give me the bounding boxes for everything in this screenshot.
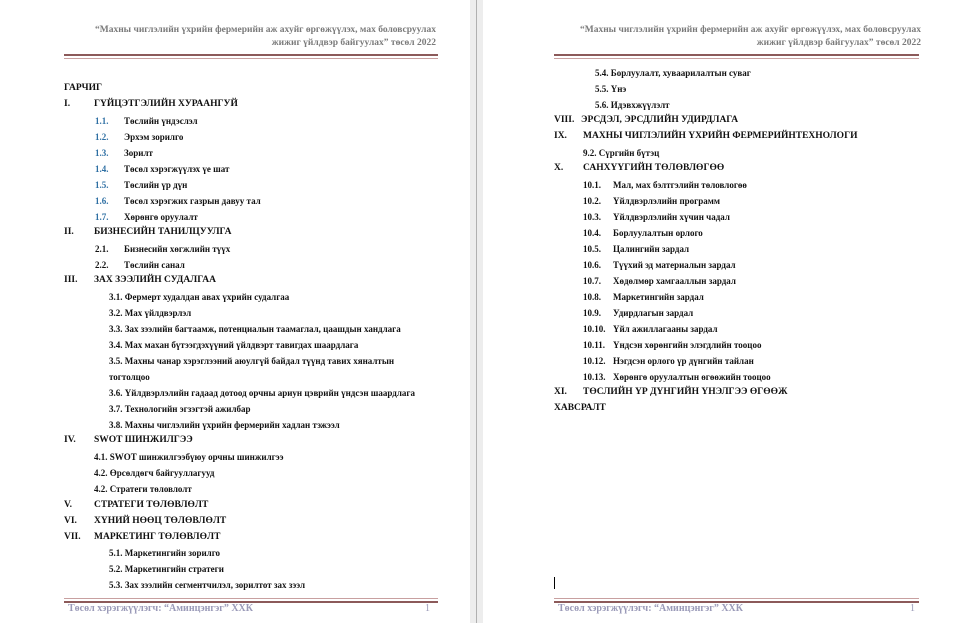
page-header bbox=[36, 24, 436, 50]
toc-item-5-5[interactable]: 5.5. Үнэ bbox=[595, 84, 627, 94]
item-number: 1.5. bbox=[95, 180, 109, 190]
toc-item-2-1[interactable] bbox=[95, 243, 230, 255]
toc-item-3-3[interactable]: 3.3. Зах зээлийн багтаамж, потенциалын таамаглал, цаашдын хандлага bbox=[109, 324, 401, 334]
section-number: V. bbox=[64, 500, 73, 510]
toc-section-3[interactable] bbox=[64, 274, 216, 286]
toc-item-5-6[interactable]: 5.6. Идэвхжүүлэлт bbox=[595, 100, 670, 110]
section-label: ТӨСЛИЙН ҮР ДҮНГИЙН ҮНЭЛГЭЭ ӨГӨӨЖ bbox=[583, 387, 788, 397]
item-label: Хөдөлмөр хамгааллын зардал bbox=[613, 276, 736, 286]
toc-item-10-13[interactable] bbox=[583, 371, 771, 383]
toc-item-5-3[interactable]: 5.3. Зах зээлийн сегментчилэл, зорилтот зах зээл bbox=[109, 580, 306, 590]
header-rule-thin bbox=[64, 58, 438, 59]
item-label: Төслийн үндэслэл bbox=[124, 116, 198, 126]
page-divider bbox=[476, 0, 477, 623]
toc-item-1-1[interactable] bbox=[95, 115, 198, 127]
toc-section-5[interactable] bbox=[64, 499, 208, 511]
header-line-2: жижиг үйлдвэр байгуулах” төсөл 2022 bbox=[271, 38, 436, 48]
section-label: МАРКЕТИНГ ТӨЛӨВЛӨЛТ bbox=[94, 532, 221, 542]
item-number: 10.3. bbox=[583, 212, 601, 222]
item-number: 10.12. bbox=[583, 356, 606, 366]
text-cursor bbox=[554, 577, 555, 589]
toc-item-3-8[interactable]: 3.8. Махны чиглэлийн үхрийн фермерийн хадлан тэжээл bbox=[109, 420, 340, 430]
document-page-left[interactable] bbox=[0, 0, 470, 623]
toc-section-11[interactable] bbox=[554, 386, 787, 398]
section-number: I. bbox=[64, 99, 71, 109]
toc-section-1[interactable] bbox=[64, 98, 238, 110]
section-number: IX. bbox=[554, 131, 567, 141]
header-rule-thin bbox=[554, 58, 919, 59]
toc-appendix[interactable]: ХАВСРАЛТ bbox=[554, 403, 606, 413]
header-rule bbox=[64, 54, 438, 56]
item-label: Хөрөнгө оруулалт bbox=[124, 212, 198, 222]
toc-item-1-6[interactable] bbox=[95, 195, 261, 207]
toc-item-3-7[interactable]: 3.7. Технологийн эгзэгтэй ажилбар bbox=[109, 404, 251, 414]
page-number: 1 bbox=[910, 603, 915, 614]
section-label: ЭРСДЭЛ, ЭРСДЛИЙН УДИРДЛАГА bbox=[581, 115, 739, 125]
section-number: VII. bbox=[64, 532, 81, 542]
item-number: 10.1. bbox=[583, 180, 601, 190]
section-label: БИЗНЕСИЙН ТАНИЛЦУУЛГА bbox=[94, 227, 232, 237]
toc-item-1-5[interactable] bbox=[95, 179, 187, 191]
section-number: VI. bbox=[64, 516, 77, 526]
toc-item-10-4[interactable] bbox=[583, 227, 703, 239]
item-number: 10.5. bbox=[583, 244, 601, 254]
section-number: VIII. bbox=[554, 115, 575, 125]
item-number: 10.7. bbox=[583, 276, 601, 286]
item-number: 1.6. bbox=[95, 196, 109, 206]
header-rule bbox=[554, 54, 919, 56]
item-label: Түүхий эд материалын зардал bbox=[613, 260, 736, 270]
toc-item-10-8[interactable] bbox=[583, 291, 704, 303]
toc-item-10-6[interactable] bbox=[583, 259, 736, 271]
toc-item-10-7[interactable] bbox=[583, 275, 736, 287]
header-line-2: жижиг үйлдвэр байгуулах” төсөл 2022 bbox=[756, 38, 921, 48]
item-label: Зорилт bbox=[124, 148, 153, 158]
toc-item-2-2[interactable] bbox=[95, 259, 185, 271]
section-label: ЗАХ ЗЭЭЛИЙН СУДАЛГАА bbox=[94, 275, 216, 285]
item-label: Төслийн үр дүн bbox=[124, 180, 188, 190]
section-number: XI. bbox=[554, 387, 567, 397]
item-number: 10.4. bbox=[583, 228, 601, 238]
section-number: III. bbox=[64, 275, 78, 285]
header-line-1: “Махны чиглэлийн үхрийн фермерийн аж ахуйг өргөжүүлэх, мах боловсруулах bbox=[94, 25, 436, 35]
item-number: 10.8. bbox=[583, 292, 601, 302]
toc-section-4[interactable] bbox=[64, 434, 193, 446]
toc-item-10-9[interactable] bbox=[583, 307, 693, 319]
item-number: 2.2. bbox=[95, 260, 109, 270]
toc-item-3-6[interactable]: 3.6. Үйлдвэрлэлийн гадаад дотоод орчны ариун цэврийн үндсэн шаардлага bbox=[109, 388, 415, 398]
toc-item-5-2[interactable]: 5.2. Маркетингийн стратеги bbox=[109, 564, 224, 574]
toc-item-3-4[interactable]: 3.4. Мах махан бүтээгдэхүүний үйлдвэрт тавигдах шаардлага bbox=[109, 340, 359, 350]
toc-item-4-2[interactable]: 4.2. Өрсөлдөгч байгууллагууд bbox=[94, 468, 215, 478]
item-label: Удирдлагын зардал bbox=[613, 308, 694, 318]
document-page-right[interactable] bbox=[483, 0, 955, 623]
item-number: 10.6. bbox=[583, 260, 601, 270]
toc-item-1-3[interactable] bbox=[95, 147, 153, 159]
item-number: 1.3. bbox=[95, 148, 109, 158]
toc-item-10-12[interactable] bbox=[583, 355, 754, 367]
toc-section-7[interactable] bbox=[64, 531, 220, 543]
toc-title: ГАРЧИГ bbox=[64, 83, 103, 93]
toc-section-9[interactable] bbox=[554, 130, 858, 142]
section-label: СТРАТЕГИ ТӨЛӨВЛӨЛТ bbox=[94, 500, 209, 510]
section-label: ХҮНИЙ НӨӨЦ ТӨЛӨВЛӨЛТ bbox=[94, 516, 227, 526]
item-number: 1.2. bbox=[95, 132, 109, 142]
toc-section-8[interactable] bbox=[554, 114, 738, 126]
toc-item-5-1[interactable]: 5.1. Маркетингийн зорилго bbox=[109, 548, 221, 558]
item-label: Хөрөнгө оруулалтын өгөөжийн тооцоо bbox=[613, 372, 771, 382]
toc-item-4-3[interactable]: 4.2. Стратеги төловлолт bbox=[94, 484, 192, 494]
item-number: 2.1. bbox=[95, 244, 109, 254]
item-number: 10.2. bbox=[583, 196, 601, 206]
footer-rule-thin bbox=[64, 598, 438, 599]
section-number: X. bbox=[554, 163, 564, 173]
item-number: 1.1. bbox=[95, 116, 109, 126]
item-number: 10.13. bbox=[583, 372, 606, 382]
item-label: Үндсэн хөрөнгийн элэгдлийн тооцоо bbox=[613, 340, 762, 350]
item-label: Төсөл хэрэгжүүлэх үе шат bbox=[124, 164, 230, 174]
item-number: 1.7. bbox=[95, 212, 109, 222]
item-label: Мал, мах бэлтгэлийн төловлогөө bbox=[613, 180, 747, 190]
toc-item-4-1[interactable]: 4.1. SWOT шинжилгээбүюу орчны шинжилгээ bbox=[94, 452, 284, 462]
section-label: ГҮЙЦЭТГЭЛИЙН ХУРААНГУЙ bbox=[94, 99, 238, 109]
toc-item-10-11[interactable] bbox=[583, 339, 761, 351]
item-label: Үйлдвэрлэлийн хүчин чадал bbox=[613, 212, 730, 222]
toc-item-3-1[interactable]: 3.1. Фермерт худалдан авах үхрийн судалгаа bbox=[109, 292, 290, 302]
item-label: Борлуулалтын орлого bbox=[613, 228, 703, 238]
item-label: Цалингийн зардал bbox=[613, 244, 690, 254]
toc-item-1-7[interactable] bbox=[95, 211, 198, 223]
section-number: II. bbox=[64, 227, 74, 237]
item-label: Үйлдвэрлэлийн программ bbox=[613, 196, 720, 206]
toc-section-2[interactable] bbox=[64, 226, 231, 238]
section-label: САНХҮҮГИЙН ТӨЛӨВЛӨГӨӨ bbox=[583, 163, 725, 173]
toc-item-9-2[interactable]: 9.2. Сүргийн бүтэц bbox=[583, 148, 660, 158]
toc-item-1-4[interactable] bbox=[95, 163, 229, 175]
item-label: Маркетингийн зардал bbox=[613, 292, 704, 302]
item-number: 10.11. bbox=[583, 340, 606, 350]
item-label: Төсөл хэрэгжих газрын давуу тал bbox=[124, 196, 261, 206]
toc-item-3-5[interactable]: 3.5. Махны чанар хэрэглээний аюулгүй байдал түүнд тавих хяналтын bbox=[109, 356, 395, 366]
item-label: Бизнесийн хөгжлийн түүх bbox=[124, 244, 231, 254]
section-label: SWOT ШИНЖИЛГЭЭ bbox=[94, 435, 193, 445]
item-label: Нэгдсэн орлого үр дүнгийн тайлан bbox=[613, 356, 754, 366]
footer-rule-thin bbox=[554, 598, 919, 599]
footer-text: Төсөл хэрэгжүүлэгч: “Аминцэнгэг” ХХК bbox=[68, 603, 254, 614]
footer-text: Төсөл хэрэгжүүлэгч: “Аминцэнгэг” ХХК bbox=[558, 603, 744, 614]
toc-section-10[interactable] bbox=[554, 162, 724, 174]
item-label: Эрхэм зорилго bbox=[124, 132, 184, 142]
item-number: 10.9. bbox=[583, 308, 601, 318]
toc-item-3-5-cont[interactable]: тогтолцоо bbox=[109, 372, 150, 382]
item-number: 10.10. bbox=[583, 324, 606, 334]
toc-item-10-2[interactable] bbox=[583, 195, 720, 207]
toc-item-10-3[interactable] bbox=[583, 211, 730, 223]
page-header bbox=[521, 24, 921, 50]
toc-item-1-2[interactable] bbox=[95, 131, 183, 143]
header-line-1: “Махны чиглэлийн үхрийн фермерийн аж ахуйг өргөжүүлэх, мах боловсруулах bbox=[579, 25, 921, 35]
item-label: Төслийн санал bbox=[124, 260, 185, 270]
item-label: Үйл ажиллагааны зардал bbox=[613, 324, 718, 334]
section-label: МАХНЫ ЧИГЛЭЛИЙН ҮХРИЙН ФЕРМЕРИЙНТЕХНОЛОГИ bbox=[583, 131, 858, 141]
toc-item-10-1[interactable] bbox=[583, 179, 747, 191]
page-number: 1 bbox=[425, 603, 430, 614]
toc-section-6[interactable] bbox=[64, 515, 226, 527]
toc-item-10-10[interactable] bbox=[583, 323, 718, 335]
section-number: IV. bbox=[64, 435, 76, 445]
toc-item-10-5[interactable] bbox=[583, 243, 689, 255]
toc-item-5-4[interactable]: 5.4. Борлуулалт, хуваарилалтын суваг bbox=[595, 68, 751, 78]
toc-item-3-2[interactable]: 3.2. Мах үйлдвэрлэл bbox=[109, 308, 192, 318]
item-number: 1.4. bbox=[95, 164, 109, 174]
